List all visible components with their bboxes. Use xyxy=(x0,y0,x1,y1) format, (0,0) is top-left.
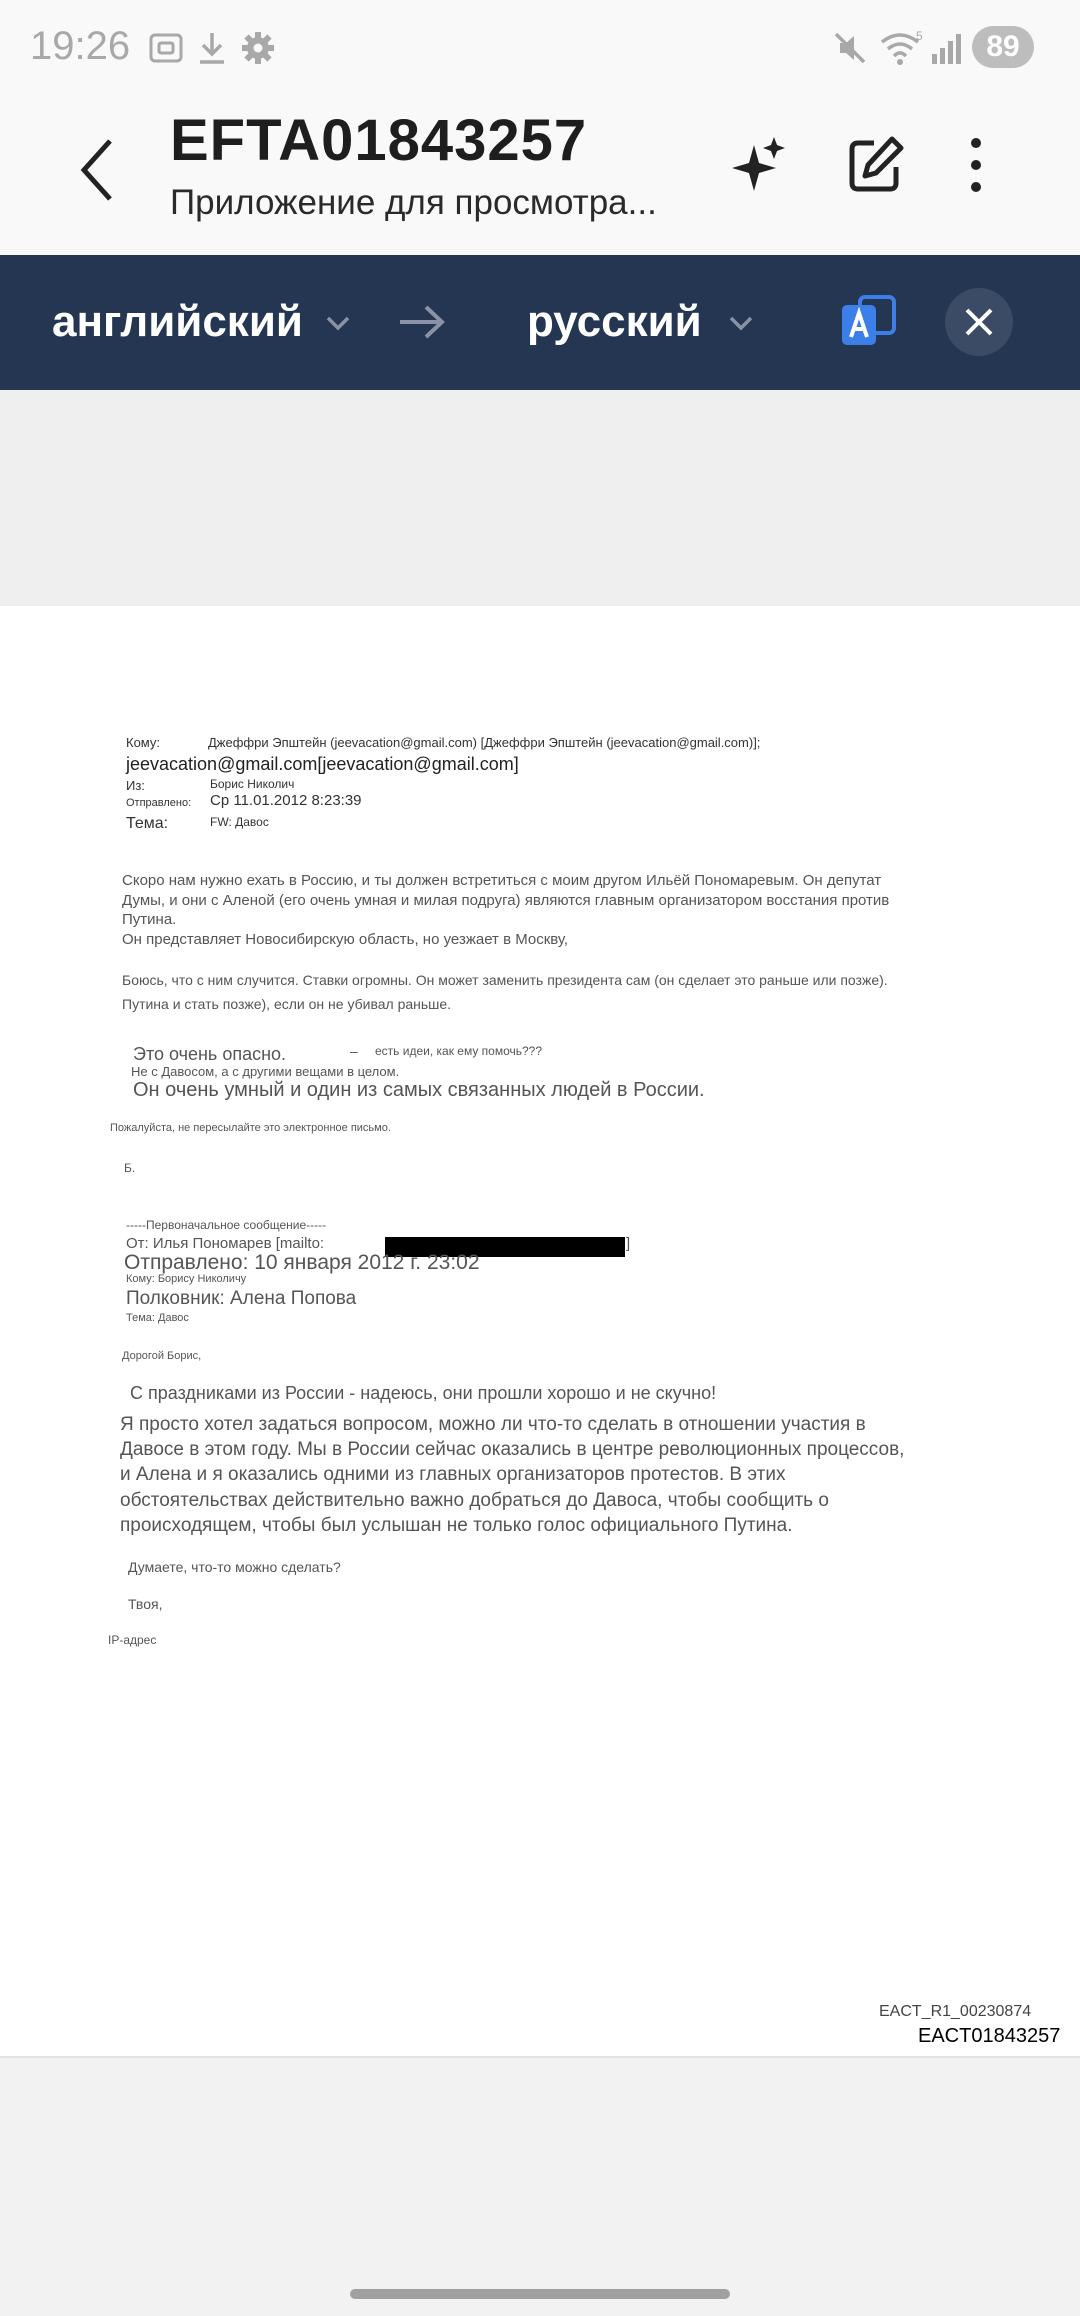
paragraph-1-line-2: Думы, и они с Аленой (его очень умная и милая подруга) являются главным организатором восстания против xyxy=(122,892,890,909)
paragraph-1-line-4: Он представляет Новосибирскую область, но уезжает в Москву, xyxy=(122,931,569,948)
target-language-selector[interactable]: русский xyxy=(527,297,702,346)
body-line-3: и Алена и я оказались одними из главных организаторов протестов. В этих xyxy=(120,1464,786,1485)
subject-value: FW: Давос xyxy=(210,815,269,829)
source-language-selector[interactable]: английский xyxy=(52,297,303,346)
paragraph-1-line-1: Скоро нам нужно ехать в Россию, и ты должен встретиться с моим другом Ильёй Пономаревым. Он депутат xyxy=(122,872,882,889)
chevron-down-icon[interactable] xyxy=(728,313,754,338)
smart-line: Он очень умный и один из самых связанных людей в России. xyxy=(133,1079,705,1101)
document-title: EFTA01843257 xyxy=(170,108,588,173)
back-arrow-icon[interactable] xyxy=(78,135,118,210)
footer-bates-code: EACT_R1_00230874 xyxy=(879,2003,1032,2020)
original-sent: Отправлено: 10 января 2012 г. 23:02 xyxy=(124,1251,480,1274)
wifi-icon xyxy=(880,30,926,71)
dash: – xyxy=(350,1043,358,1059)
app-bar xyxy=(0,95,1080,255)
more-options-icon[interactable] xyxy=(966,135,986,200)
original-to: Кому: Борису Николичу xyxy=(126,1273,247,1285)
status-bar xyxy=(0,0,1080,95)
to-value-continued: jeevacation@gmail.com[jeevacation@gmail.com] xyxy=(126,754,519,774)
original-from-end: ] xyxy=(626,1235,631,1252)
viewer-bottom-margin xyxy=(0,2058,1080,2316)
closing-yours: Твоя, xyxy=(128,1596,163,1612)
signature-b: Б. xyxy=(124,1161,136,1175)
settings-gear-icon xyxy=(240,30,276,71)
translate-icon[interactable] xyxy=(838,293,898,358)
signal-icon xyxy=(930,30,962,71)
arrow-right-icon xyxy=(398,302,446,347)
status-time: 19:26 xyxy=(30,24,131,68)
close-translation-button[interactable] xyxy=(945,288,1013,356)
danger-line: Это очень опасно. xyxy=(133,1044,287,1064)
body-line-1: Я просто хотел задаться вопросом, можно ли что-то сделать в отношении участия в xyxy=(120,1414,866,1435)
ideas-line: есть идеи, как ему помочь??? xyxy=(375,1044,543,1058)
svg-text:5: 5 xyxy=(916,30,923,43)
paragraph-2-line-2: Путина и стать позже), если он не убивал раньше. xyxy=(122,996,452,1012)
question-line: Думаете, что-то можно сделать? xyxy=(128,1559,341,1575)
to-label: Кому: xyxy=(126,735,160,750)
paragraph-2-line-1: Боюсь, что с ним случится. Ставки огромны. Он может заменить президента сам (он сделает это раньше или позже). xyxy=(122,972,888,988)
body-line-4: обстоятельствах действительно важно добраться до Давоса, чтобы сообщить о xyxy=(120,1490,829,1511)
greeting: Дорогой Борис, xyxy=(122,1350,202,1362)
edit-icon[interactable] xyxy=(848,135,904,200)
original-from: От: Илья Пономарев [mailto: xyxy=(126,1235,325,1252)
paragraph-1-line-3: Путина. xyxy=(122,911,177,928)
body-line-5: происходящем, чтобы был услышан не только голос официального Путина. xyxy=(120,1515,793,1536)
battery-level: 89 xyxy=(972,26,1034,68)
holidays-line: С праздниками из России - надеюсь, они прошли хорошо и не скучно! xyxy=(130,1383,717,1403)
document-subtitle: Приложение для просмотра... xyxy=(170,183,657,222)
subject-label: Тема: xyxy=(126,815,169,832)
translation-bar xyxy=(0,255,1080,390)
gesture-nav-handle[interactable] xyxy=(350,2289,730,2299)
to-value: Джеффри Эпштейн (jeevacation@gmail.com) [Джеффри Эпштейн (jeevacation@gmail.com)]; xyxy=(208,735,761,750)
mute-icon xyxy=(832,30,868,71)
document-page xyxy=(0,606,1080,2058)
ai-sparkle-icon[interactable] xyxy=(732,135,788,200)
download-icon xyxy=(196,30,228,71)
not-davos-line: Не с Давосом, а с другими вещами в целом. xyxy=(131,1064,400,1079)
screenshot-icon xyxy=(148,30,184,71)
original-cc: Полковник: Алена Попова xyxy=(126,1288,357,1309)
viewer-top-margin xyxy=(0,390,1080,606)
sent-value: Ср 11.01.2012 8:23:39 xyxy=(210,792,362,809)
sent-label: Отправлено: xyxy=(126,797,192,809)
body-line-2: Давосе в этом году. Мы в России сейчас оказались в центре революционных процессов, xyxy=(120,1439,905,1460)
from-label: Из: xyxy=(126,778,145,793)
original-message-divider: -----Первоначальное сообщение----- xyxy=(126,1218,327,1232)
original-subject: Тема: Давос xyxy=(126,1312,189,1324)
from-value: Борис Николич xyxy=(210,777,295,791)
chevron-down-icon[interactable] xyxy=(325,313,351,338)
close-icon xyxy=(945,288,1013,356)
ip-address-label: IP-адрес xyxy=(108,1633,157,1647)
footer-document-code: EACT01843257 xyxy=(918,2025,1061,2047)
no-forward-line: Пожалуйста, не пересылайте это электронное письмо. xyxy=(110,1122,391,1134)
